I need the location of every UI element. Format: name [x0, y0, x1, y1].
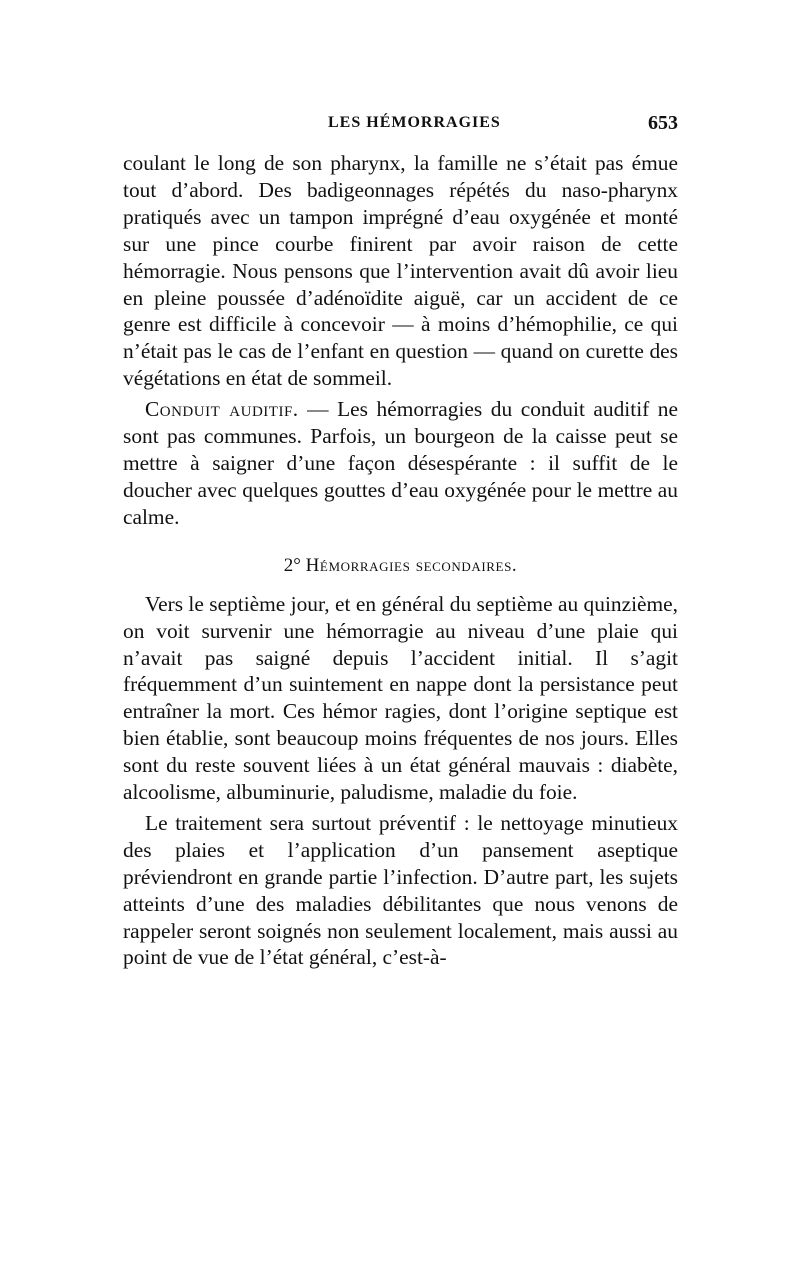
section-title: Hémorragies secondaires.: [305, 554, 518, 576]
section-number: 2°: [283, 554, 306, 576]
body-text: [123, 150, 678, 971]
paragraph-continuation: coulant le long de son pharynx, la famille ne s’était pas émue tout d’abord. Des badigeonnages répétés du naso-pharynx pratiqués avec un tampon imprégné d’eau oxygénée et monté sur une pince courbe finirent par avoir raison de cette hémorragie. Nous pensons que l’intervention avait dû avoir lieu en pleine poussée d’adénoïdite aiguë, car un accident de ce genre est difficile à concevoir — à moins d’hémophilie, ce qui n’était pas le cas de l’enfant en question — quand on curette des végétations en état de sommeil.: [123, 151, 678, 391]
section-heading: [123, 553, 678, 579]
running-head: [123, 112, 678, 142]
paragraph-treatment: Le traitement sera surtout préventif : le nettoyage minutieux des plaies et l’application d’un pansement aseptique préviendront en grande partie l’infection. D’autre part, les sujets atteints d’une des maladies débilitantes que nous venons de rappeler seront soignés non seulement localement, mais aussi au point de vue de l’état général, c’est-à-: [123, 810, 678, 970]
paragraph-secondary-hemorrhage: Vers le septième jour, et en général du septième au quinzième, on voit survenir une hémorragie au niveau d’une plaie qui n’avait pas saigné depuis l’accident initial. Il s’agit fréquemment d’un suintement en nappe dont la persistance peut entraîner la mort. Ces hémor ragies, dont l’origine septique est bien établie, sont beaucoup moins fréquentes de nos jours. Elles sont du reste souvent liées à un état général mauvais : diabète, alcoolisme, albuminurie, paludisme, maladie du foie.: [123, 591, 678, 805]
page-number: 653: [648, 112, 678, 134]
running-title: LES HÉMORRAGIES: [328, 114, 501, 131]
paragraph-conduit-auditif: [123, 396, 678, 531]
paragraph-body: — Les hémorragies du conduit auditif ne sont pas communes. Parfois, un bourgeon de la caisse peut se mettre à saigner d’une façon désespérante : il suffit de le doucher avec quelques gouttes d’eau oxygénée pour le mettre au calme.: [123, 397, 678, 529]
paragraph-lead-heading: Conduit auditif.: [145, 397, 299, 422]
